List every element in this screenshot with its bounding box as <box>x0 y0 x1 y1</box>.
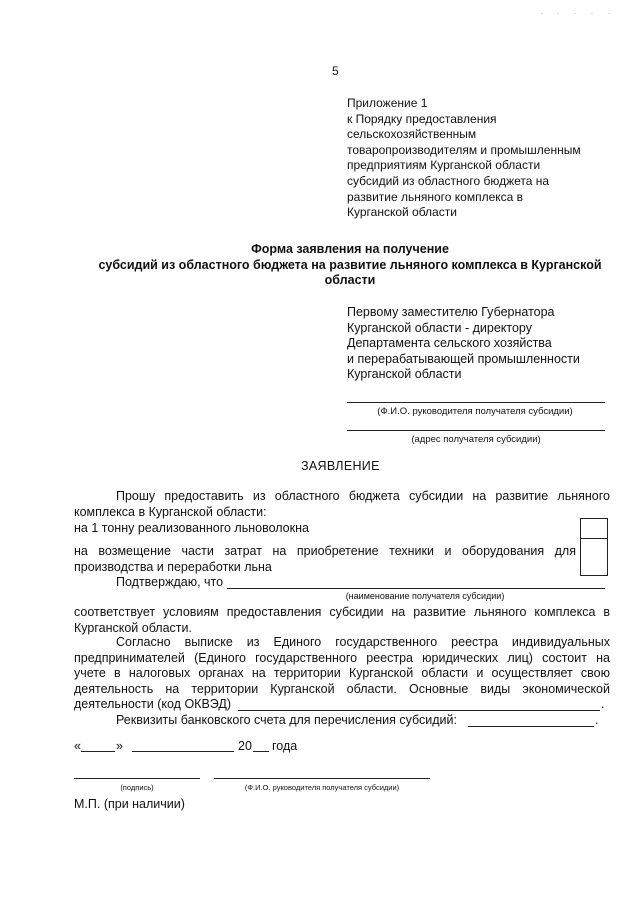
date-year-suffix: года <box>272 739 298 753</box>
scan-marks: · · · · · <box>540 9 617 18</box>
date-open-quote: « <box>74 739 81 753</box>
okved-period: . <box>601 697 605 711</box>
form-title-line: области <box>324 273 376 287</box>
registry-line: учете в налоговых органах на территории Курганской области и осуществляет свою <box>74 666 610 680</box>
addressee-line: Курганской области <box>347 367 462 382</box>
option-equipment-line: производства и переработки льна <box>74 559 272 574</box>
appendix-block <box>347 96 627 221</box>
recipient-name-field[interactable] <box>227 588 605 589</box>
document-heading: ЗАЯВЛЕНИЕ <box>301 459 380 473</box>
applicant-address-field[interactable] <box>347 430 605 431</box>
date-close-quote: » <box>116 739 123 753</box>
appendix-line: сельскохозяйственным <box>347 127 477 142</box>
registry-line: деятельности (код ОКВЭД) <box>74 697 231 711</box>
complies-line: соответствует условиям предоставления субсидии на развитие льняного комплекса в <box>74 605 610 619</box>
date-day-field[interactable] <box>81 751 115 752</box>
date-year-field[interactable] <box>253 751 269 752</box>
date-month-field[interactable] <box>132 751 234 752</box>
appendix-line: Курганской области <box>347 205 457 220</box>
option-equipment-costs <box>74 544 576 575</box>
addressee-line: Курганской области - директору <box>347 320 532 335</box>
option-reported-fiber-checkbox[interactable] <box>580 518 608 540</box>
request-line: комплекса в Курганской области: <box>74 504 267 519</box>
signature-caption: (подпись) <box>120 783 154 792</box>
registry-line: предпринимателей (Единого государственного реестра юридических лиц) состоит на <box>74 650 610 665</box>
complies-line: Курганской области. <box>74 620 192 635</box>
request-line: Прошу предоставить из областного бюджета субсидии на развитие льняного <box>116 489 610 503</box>
applicant-address-caption: (адрес получателя субсидии) <box>411 434 541 445</box>
appendix-line: товаропроизводителям и промышленным <box>347 142 581 157</box>
appendix-line: развитие льняного комплекса в <box>347 189 524 204</box>
applicant-fio-field[interactable] <box>347 402 605 403</box>
signature-field[interactable] <box>74 778 200 779</box>
appendix-line: к Порядку предоставления <box>347 111 497 126</box>
signer-fio-field[interactable] <box>214 778 430 779</box>
appendix-line: субсидий из областного бюджета на <box>347 173 550 188</box>
request-paragraph <box>74 489 610 520</box>
bank-details-label: Реквизиты банковского счета для перечисления субсидий: <box>116 713 457 727</box>
applicant-fio-caption: (Ф.И.О. руководителя получателя субсидии) <box>377 406 573 417</box>
bank-period: . <box>595 713 599 727</box>
registry-line: Согласно выписке из Единого государственного реестра индивидуальных <box>116 635 610 649</box>
recipient-name-caption: (наименование получателя субсидии) <box>345 591 505 601</box>
date-year-prefix: 20 <box>238 739 252 753</box>
page-number: 5 <box>332 64 339 78</box>
appendix-line: предприятиям Курганской области <box>347 158 541 173</box>
signer-fio-caption: (Ф.И.О. руководителя получателя субсидии) <box>244 783 400 792</box>
option-equipment-costs-checkbox[interactable] <box>580 538 608 576</box>
stamp-note: М.П. (при наличии) <box>74 797 185 811</box>
bank-details-field[interactable] <box>468 726 594 727</box>
form-title-line: Форма заявления на получение <box>251 242 449 256</box>
addressee-block <box>347 305 607 383</box>
complies-paragraph <box>74 605 610 636</box>
addressee-line: и перерабатывающей промышленности <box>347 351 580 366</box>
confirm-label: Подтверждаю, что <box>116 575 224 589</box>
option-reported-fiber: на 1 тонну реализованного льноволокна <box>74 521 309 535</box>
form-title-line: субсидий из областного бюджета на развитие льняного комплекса в Курганской <box>98 257 602 272</box>
addressee-line: Департамента сельского хозяйства <box>347 336 552 351</box>
registry-paragraph <box>74 635 610 713</box>
addressee-line: Первому заместителю Губернатора <box>347 305 555 319</box>
okved-field[interactable] <box>238 710 600 711</box>
option-equipment-line: на возмещение части затрат на приобретение техники и оборудования для <box>74 544 576 558</box>
appendix-line: Приложение 1 <box>347 96 428 110</box>
form-title <box>60 242 640 289</box>
registry-line: деятельность на территории Курганской области. Основные виды экономической <box>74 681 610 696</box>
